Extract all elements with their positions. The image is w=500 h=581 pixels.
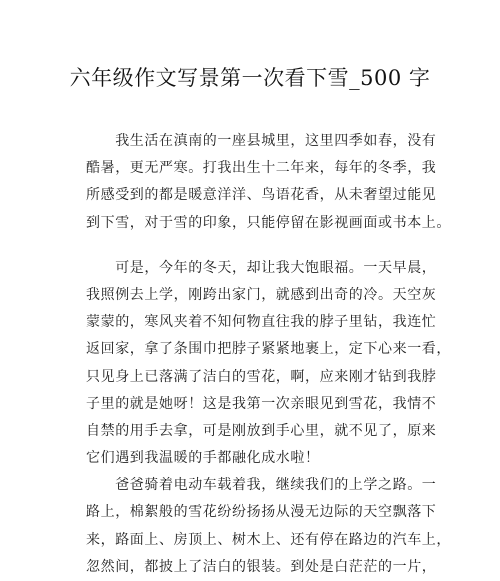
text-line: 子里的就是她呀！这是我第一次亲眼见到雪花，我情不 [86,395,437,412]
text-line: 爸爸骑着电动车载着我，继续我们的上学之路。一 [86,477,437,494]
text-line: 我生活在滇南的一座县城里，这里四季如春，没有 [86,133,437,149]
text-line: 蒙蒙的，寒风夹着不知何物直往我的脖子里钻，我连忙 [86,314,437,331]
paragraph-1 [86,128,451,237]
text-line: 它们遇到我温暖的手都融化成水啦！ [86,450,320,467]
text-line: 返回家，拿了条围巾把脖子紧紧地裹上，定下心来一看， [86,341,451,358]
text-line: 忽然间，都披上了洁白的银装。到处是白茫茫的一片， [86,558,437,575]
document-title: 六年级作文写景第一次看下雪_500 字 [69,66,431,90]
text-line: 自禁的用手去拿，可是刚放到手心里，就不见了，原来 [86,422,437,439]
article-body [86,128,451,581]
paragraph-3 [86,472,451,581]
text-line: 我照例去上学，刚跨出家门，就感到出奇的冷。天空灰 [86,286,437,303]
paragraph-gap [86,237,422,255]
text-line: 酷暑，更无严寒。打我出生十二年来，每年的冬季，我 [86,160,437,177]
text-line: 所感受到的都是暖意洋洋、鸟语花香，从未奢望过能见 [86,187,437,204]
text-line: 可是，今年的冬天，却让我大饱眼福。一天早晨， [86,259,437,276]
text-line: 路上，棉絮般的雪花纷纷扬扬从漫无边际的天空飘落下 [86,504,437,521]
text-line: 到下雪，对于雪的印象，只能停留在影视画面或书本上。 [86,214,451,231]
text-line: 来，路面上、房顶上、树木上、还有停在路边的汽车上， [86,531,451,548]
text-line: 只见身上已落满了洁白的雪花，啊，应来刚才钻到我脖 [86,368,437,385]
paragraph-2 [86,255,451,473]
